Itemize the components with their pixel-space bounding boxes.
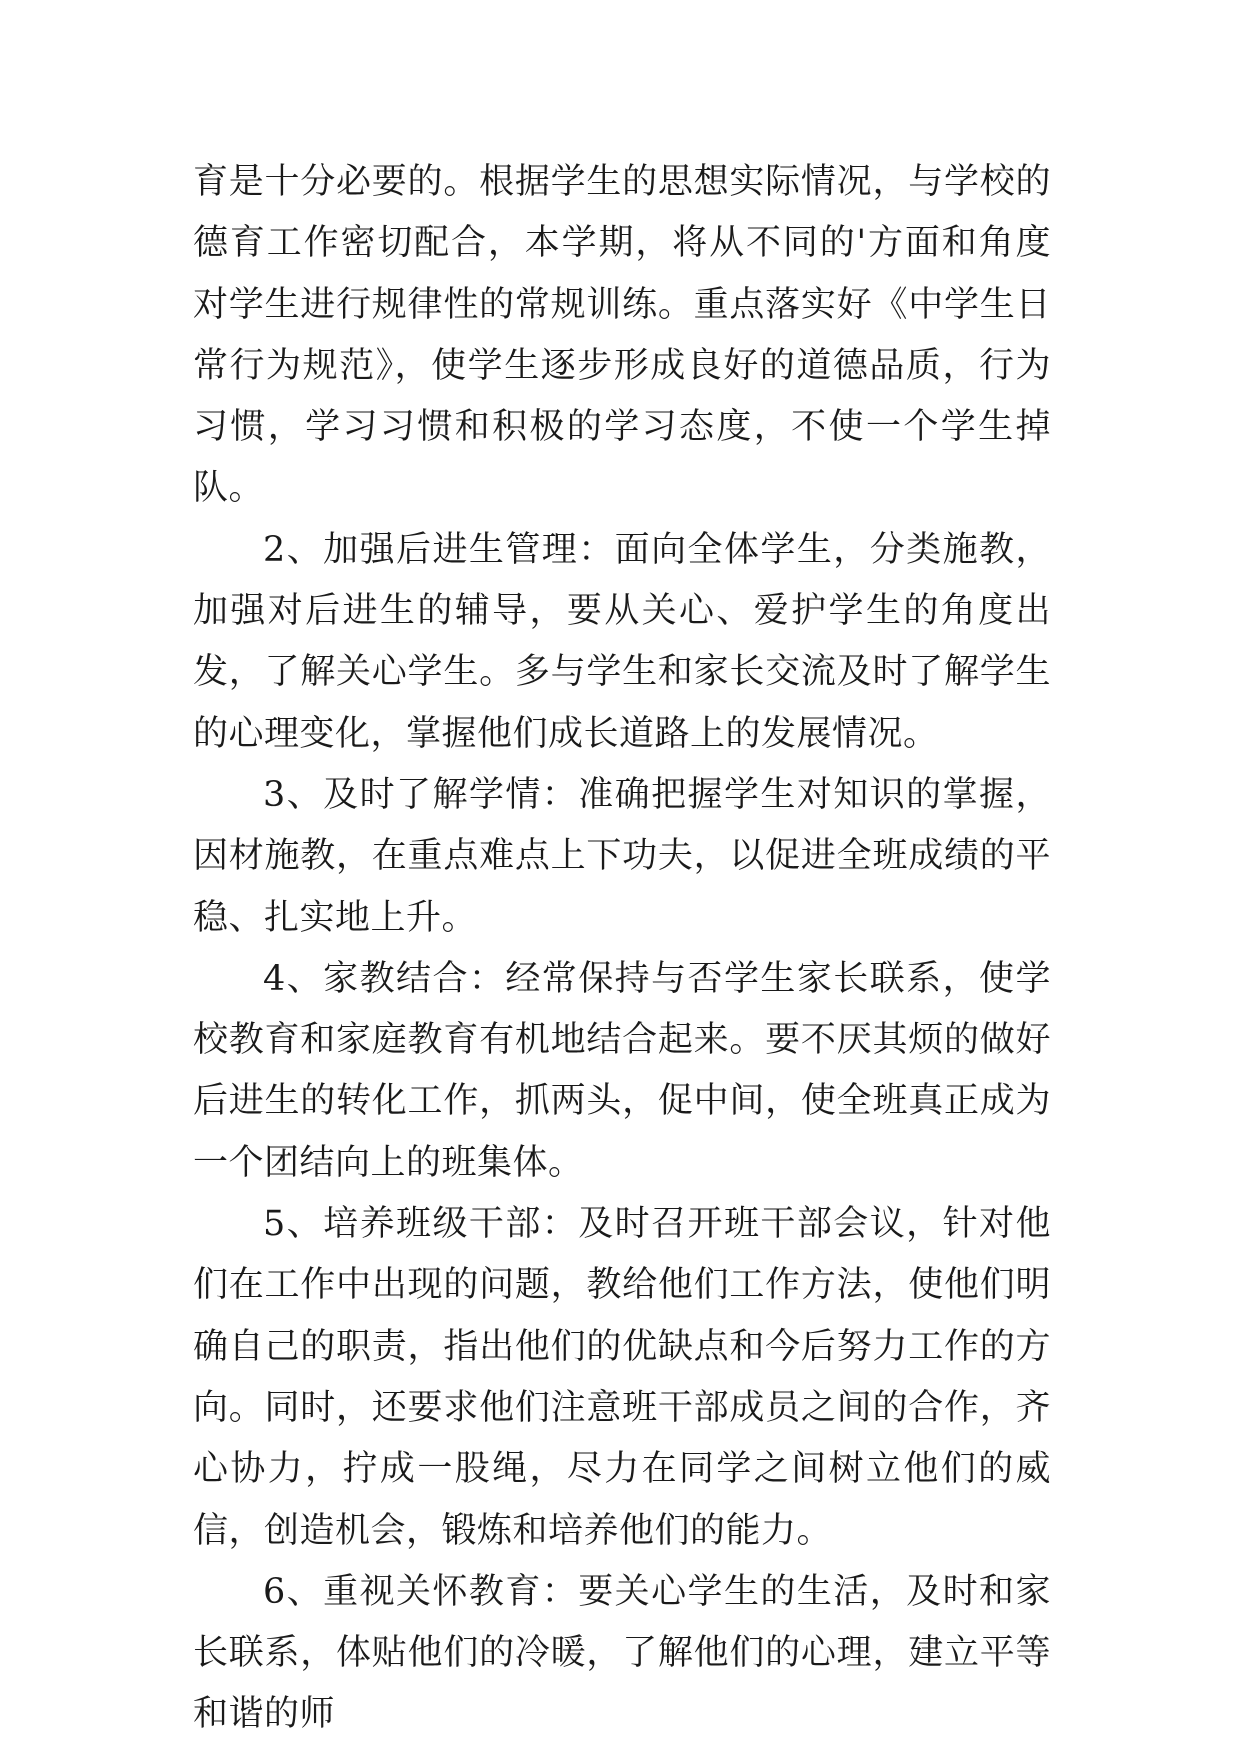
paragraph-item-3: 3、及时了解学情：准确把握学生对知识的掌握，因材施教，在重点难点上下功夫，以促进全班成绩的平稳、扎实地上升。 bbox=[193, 774, 1051, 938]
paragraph-continuation: 育是十分必要的。根据学生的思想实际情况，与学校的德育工作密切配合，本学期，将从不同的'方面和角度对学生进行规律性的常规训练。重点落实好《中学生日常行为规范》，使学生逐步形成良好的道德品质，行为习惯，学习习惯和积极的学习态度，不使一个学生掉队。 bbox=[193, 162, 1051, 509]
paragraph-item-6: 6、重视关怀教育：要关心学生的生活，及时和家长联系，体贴他们的冷暖，了解他们的心理，建立平等和谐的师 bbox=[193, 1571, 1051, 1735]
document-body bbox=[193, 152, 1051, 1746]
paragraph-item-5: 5、培养班级干部：及时召开班干部会议，针对他们在工作中出现的问题，教给他们工作方法，使他们明确自己的职责，指出他们的优缺点和今后努力工作的方向。同时，还要求他们注意班干部成员之间的合作，齐心协力，拧成一股绳，尽力在同学之间树立他们的威信，创造机会，锻炼和培养他们的能力。 bbox=[193, 1204, 1051, 1551]
paragraph-item-2: 2、加强后进生管理：面向全体学生，分类施教，加强对后进生的辅导，要从关心、爱护学生的角度出发，了解关心学生。多与学生和家长交流及时了解学生的心理变化，掌握他们成长道路上的发展情况。 bbox=[193, 529, 1051, 754]
paragraph-item-4: 4、家教结合：经常保持与否学生家长联系，使学校教育和家庭教育有机地结合起来。要不厌其烦的做好后进生的转化工作，抓两头，促中间，使全班真正成为一个团结向上的班集体。 bbox=[193, 958, 1051, 1183]
